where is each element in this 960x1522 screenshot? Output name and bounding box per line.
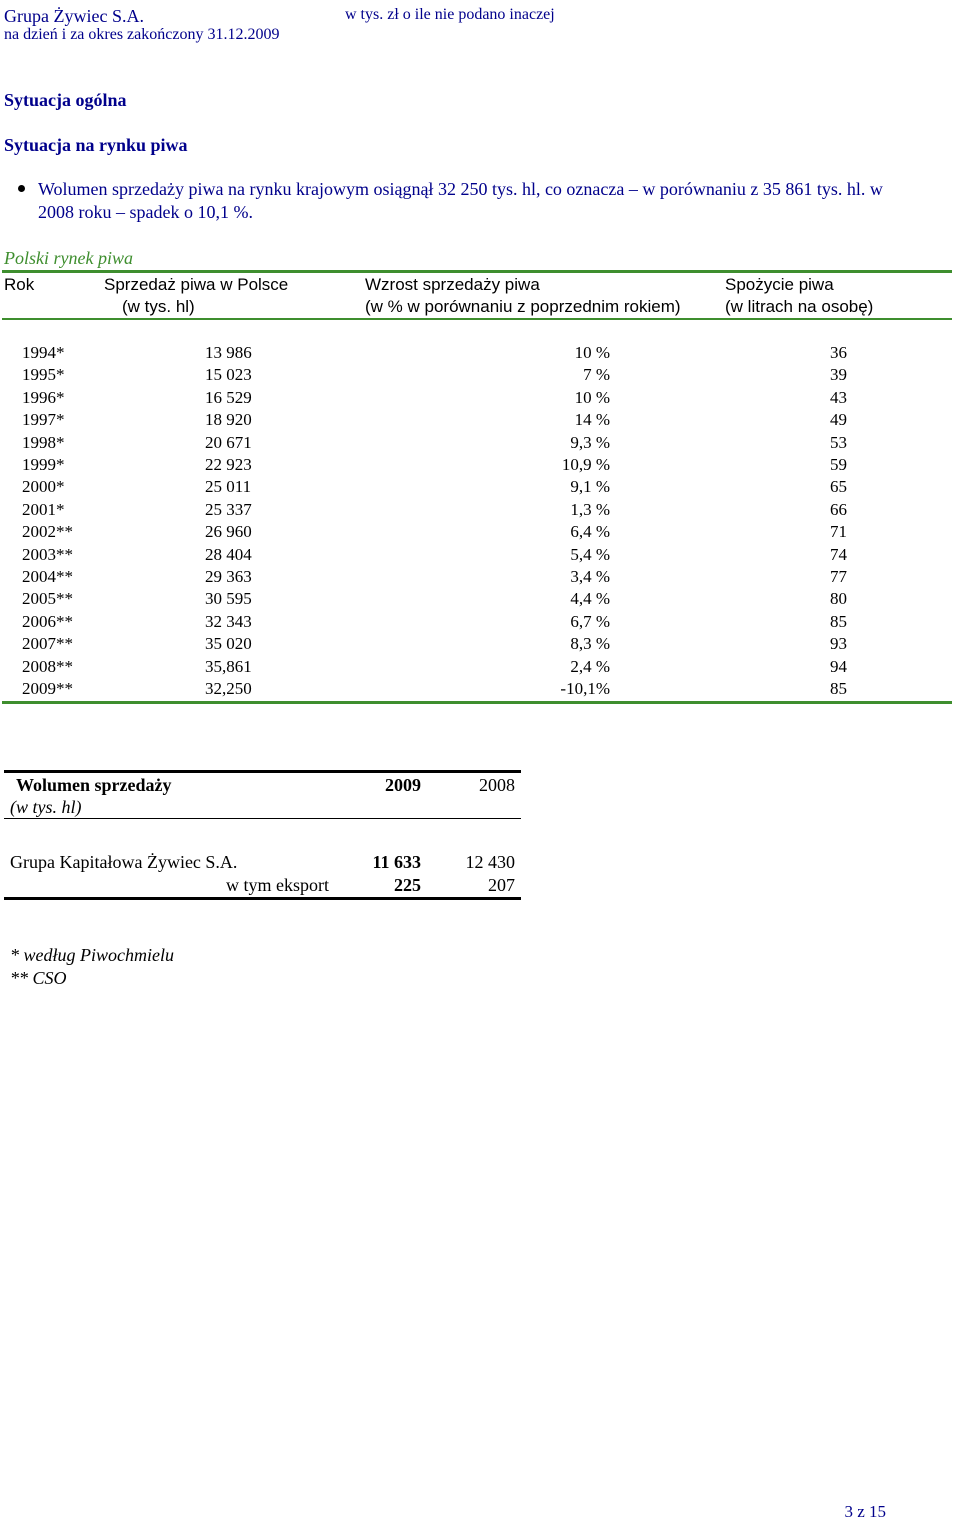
units-note: w tys. zł o ile nie podano inaczej xyxy=(345,6,555,23)
consumption-cell: 93 xyxy=(830,634,847,654)
volume-row-label: Grupa Kapitałowa Żywiec S.A. xyxy=(10,852,238,872)
sales-cell: 29 363 xyxy=(205,567,252,586)
sales-cell: 32 343 xyxy=(205,611,252,631)
sales-cell: 35,861 xyxy=(205,656,252,676)
consumption-cell: 43 xyxy=(830,387,847,407)
growth-cell: 6,7 % xyxy=(570,611,610,631)
sales-cell: 16 529 xyxy=(205,387,252,407)
table-row xyxy=(0,657,960,679)
consumption-cell: 53 xyxy=(830,432,847,452)
bullet-icon xyxy=(18,185,25,192)
header-growth-unit: (w % w porównaniu z poprzednim rokiem) xyxy=(365,297,681,316)
table-row xyxy=(0,589,960,611)
footnote-one-star: * według Piwochmielu xyxy=(10,945,174,965)
growth-cell: 4,4 % xyxy=(570,589,610,609)
volume-table-top-rule xyxy=(4,770,521,773)
growth-cell: 9,1 % xyxy=(570,477,610,497)
year-cell: 2007** xyxy=(22,634,73,654)
year-cell: 2001* xyxy=(22,499,65,519)
year-cell: 2005** xyxy=(22,589,73,609)
table-row xyxy=(0,388,960,410)
year-cell: 2003** xyxy=(22,544,73,564)
growth-cell: 5,4 % xyxy=(570,544,610,564)
year-cell: 2009** xyxy=(22,679,73,698)
growth-cell: 10 % xyxy=(574,343,610,362)
table-row xyxy=(0,522,960,544)
year-cell: 1998* xyxy=(22,432,65,452)
table-row xyxy=(0,612,960,634)
volume-col-2009: 2009 xyxy=(385,775,421,795)
company-name: Grupa Żywiec S.A. xyxy=(4,6,144,26)
sales-cell: 28 404 xyxy=(205,544,252,564)
consumption-cell: 59 xyxy=(830,455,847,474)
table-row xyxy=(0,500,960,522)
volume-row-2009: 11 633 xyxy=(372,852,421,872)
volume-unit: (w tys. hl) xyxy=(10,797,82,817)
footnote-two-star: ** CSO xyxy=(10,968,67,988)
growth-cell: 9,3 % xyxy=(570,432,610,452)
volume-header-rule xyxy=(4,818,521,819)
sales-cell: 22 923 xyxy=(205,455,252,474)
table-row xyxy=(0,634,960,656)
sales-cell: 25 337 xyxy=(205,499,252,519)
sales-cell: 20 671 xyxy=(205,432,252,452)
table-row xyxy=(0,477,960,499)
year-cell: 2004** xyxy=(22,567,73,586)
table-row xyxy=(0,679,960,701)
year-cell: 2000* xyxy=(22,477,65,497)
bullet-text: Wolumen sprzedaży piwa na rynku krajowym osiągnął 32 250 tys. hl, co oznacza – w porównaniu z 35 861 tys. hl. w 2008 roku – spadek o 10,1 %. xyxy=(38,179,883,222)
consumption-cell: 80 xyxy=(830,589,847,609)
growth-cell: 3,4 % xyxy=(570,567,610,586)
growth-cell: 14 % xyxy=(574,410,610,430)
header-bottom-rule xyxy=(2,318,952,320)
year-cell: 1995* xyxy=(22,365,65,385)
growth-cell: 7 % xyxy=(583,365,610,385)
growth-cell: 1,3 % xyxy=(570,499,610,519)
page-number: 3 z 15 xyxy=(844,1502,886,1521)
consumption-cell: 39 xyxy=(830,365,847,385)
table-row xyxy=(0,365,960,387)
consumption-cell: 66 xyxy=(830,499,847,519)
sales-cell: 15 023 xyxy=(205,365,252,385)
year-cell: 2006** xyxy=(22,611,73,631)
header-sales: Sprzedaż piwa w Polsce xyxy=(104,275,289,294)
growth-cell: 10 % xyxy=(574,387,610,407)
consumption-cell: 85 xyxy=(830,611,847,631)
growth-cell: 8,3 % xyxy=(570,634,610,654)
table-row xyxy=(0,545,960,567)
consumption-cell: 71 xyxy=(830,522,847,542)
year-cell: 1999* xyxy=(22,455,65,474)
section-title-market: Sytuacja na rynku piwa xyxy=(4,135,188,155)
report-date: na dzień i za okres zakończony 31.12.2009 xyxy=(4,26,280,43)
section-title-general: Sytuacja ogólna xyxy=(4,90,127,110)
header-consumption-unit: (w litrach na osobę) xyxy=(725,297,874,316)
volume-row-2008: 207 xyxy=(488,875,515,895)
year-cell: 1996* xyxy=(22,387,65,407)
table-row xyxy=(0,433,960,455)
volume-table-bottom-rule xyxy=(4,897,521,900)
sales-cell: 25 011 xyxy=(205,477,252,497)
growth-cell: 10,9 % xyxy=(561,455,610,474)
volume-row-2008: 12 430 xyxy=(465,852,515,872)
sales-cell: 18 920 xyxy=(205,410,252,430)
table-row xyxy=(0,567,960,589)
header-year: Rok xyxy=(4,275,35,294)
year-cell: 1997* xyxy=(22,410,65,430)
volume-row-2009: 225 xyxy=(394,875,421,895)
table-row xyxy=(0,410,960,432)
year-cell: 2008** xyxy=(22,656,73,676)
table-caption: Polski rynek piwa xyxy=(4,248,133,268)
year-cell: 2002** xyxy=(22,522,73,542)
consumption-cell: 94 xyxy=(830,656,847,676)
year-cell: 1994* xyxy=(22,343,65,362)
sales-cell: 35 020 xyxy=(205,634,252,654)
sales-cell: 30 595 xyxy=(205,589,252,609)
consumption-cell: 74 xyxy=(830,544,847,564)
table-row xyxy=(0,455,960,477)
table-top-rule xyxy=(2,270,952,273)
volume-row-label: w tym eksport xyxy=(226,875,329,895)
growth-cell: 6,4 % xyxy=(570,522,610,542)
consumption-cell: 85 xyxy=(830,679,847,698)
table-row xyxy=(0,343,960,365)
header-growth: Wzrost sprzedaży piwa xyxy=(365,275,540,294)
growth-cell: -10,1% xyxy=(560,679,610,698)
volume-title: Wolumen sprzedaży xyxy=(16,775,172,795)
consumption-cell: 36 xyxy=(830,343,847,362)
sales-cell: 13 986 xyxy=(205,343,252,362)
header-consumption: Spożycie piwa xyxy=(725,275,834,294)
consumption-cell: 65 xyxy=(830,477,847,497)
volume-col-2008: 2008 xyxy=(479,775,515,795)
sales-cell: 32,250 xyxy=(205,679,252,698)
sales-cell: 26 960 xyxy=(205,522,252,542)
consumption-cell: 77 xyxy=(830,567,847,586)
header-sales-unit: (w tys. hl) xyxy=(122,297,195,316)
consumption-cell: 49 xyxy=(830,410,847,430)
table-bottom-rule xyxy=(2,701,952,704)
growth-cell: 2,4 % xyxy=(570,656,610,676)
